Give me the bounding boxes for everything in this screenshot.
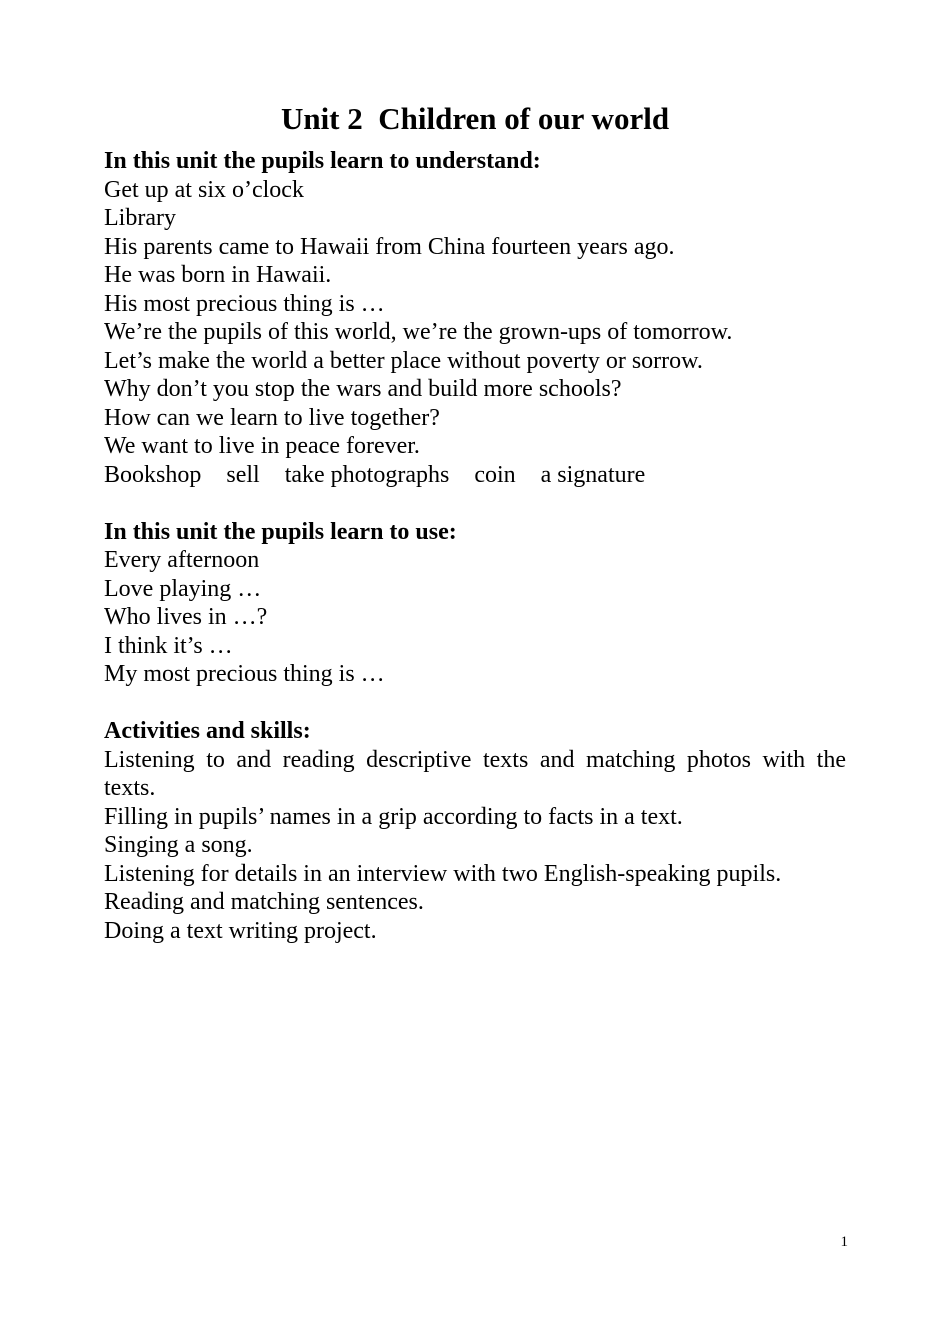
vocabulary-word: coin <box>474 461 516 488</box>
activities-line: Listening for details in an interview with two English-speaking pupils. <box>104 860 782 887</box>
activities-line: Reading and matching sentences. <box>104 889 424 915</box>
paragraph-spacer <box>104 689 846 718</box>
activities-line: Listening to and reading descriptive texts and matching photos with the texts. <box>104 746 846 801</box>
vocabulary-word: Bookshop <box>104 461 202 488</box>
page-number: 1 <box>840 1234 848 1250</box>
understand-heading: In this unit the pupils learn to understand: <box>104 148 541 174</box>
activities-line: Singing a song. <box>104 832 253 858</box>
use-line: Who lives in …? <box>104 604 268 630</box>
understand-line: Get up at six o’clock <box>104 176 304 203</box>
understand-line: His parents came to Hawaii from China fourteen years ago. <box>104 233 675 260</box>
use-heading: In this unit the pupils learn to use: <box>104 518 457 545</box>
vocabulary-word: take photographs <box>284 461 450 488</box>
activities-line: Doing a text writing project. <box>104 917 377 944</box>
understand-line: His most precious thing is … <box>104 290 385 317</box>
activities-heading: Activities and skills: <box>104 718 311 744</box>
understand-line: How can we learn to live together? <box>104 404 440 431</box>
page-title: Unit 2 Children of our world <box>280 101 670 136</box>
understand-line: We want to live in peace forever. <box>104 433 420 459</box>
paragraph-spacer <box>104 489 846 518</box>
vocabulary-word: sell <box>226 461 260 488</box>
activities-line: Filling in pupils’ names in a grip according to facts in a text. <box>104 803 683 830</box>
understand-line: He was born in Hawaii. <box>104 262 332 288</box>
use-line: My most precious thing is … <box>104 661 385 687</box>
vocabulary-words-row <box>104 461 846 490</box>
use-line: Love playing … <box>104 575 262 602</box>
understand-line: Why don’t you stop the wars and build more schools? <box>104 376 622 402</box>
understand-line: Library <box>104 205 176 231</box>
use-line: Every afternoon <box>104 547 260 573</box>
use-line: I think it’s … <box>104 632 233 659</box>
understand-line: Let’s make the world a better place without poverty or sorrow. <box>104 347 703 374</box>
vocabulary-word: a signature <box>540 461 646 488</box>
document-page <box>104 100 846 945</box>
understand-line: We’re the pupils of this world, we’re the grown-ups of tomorrow. <box>104 319 733 345</box>
